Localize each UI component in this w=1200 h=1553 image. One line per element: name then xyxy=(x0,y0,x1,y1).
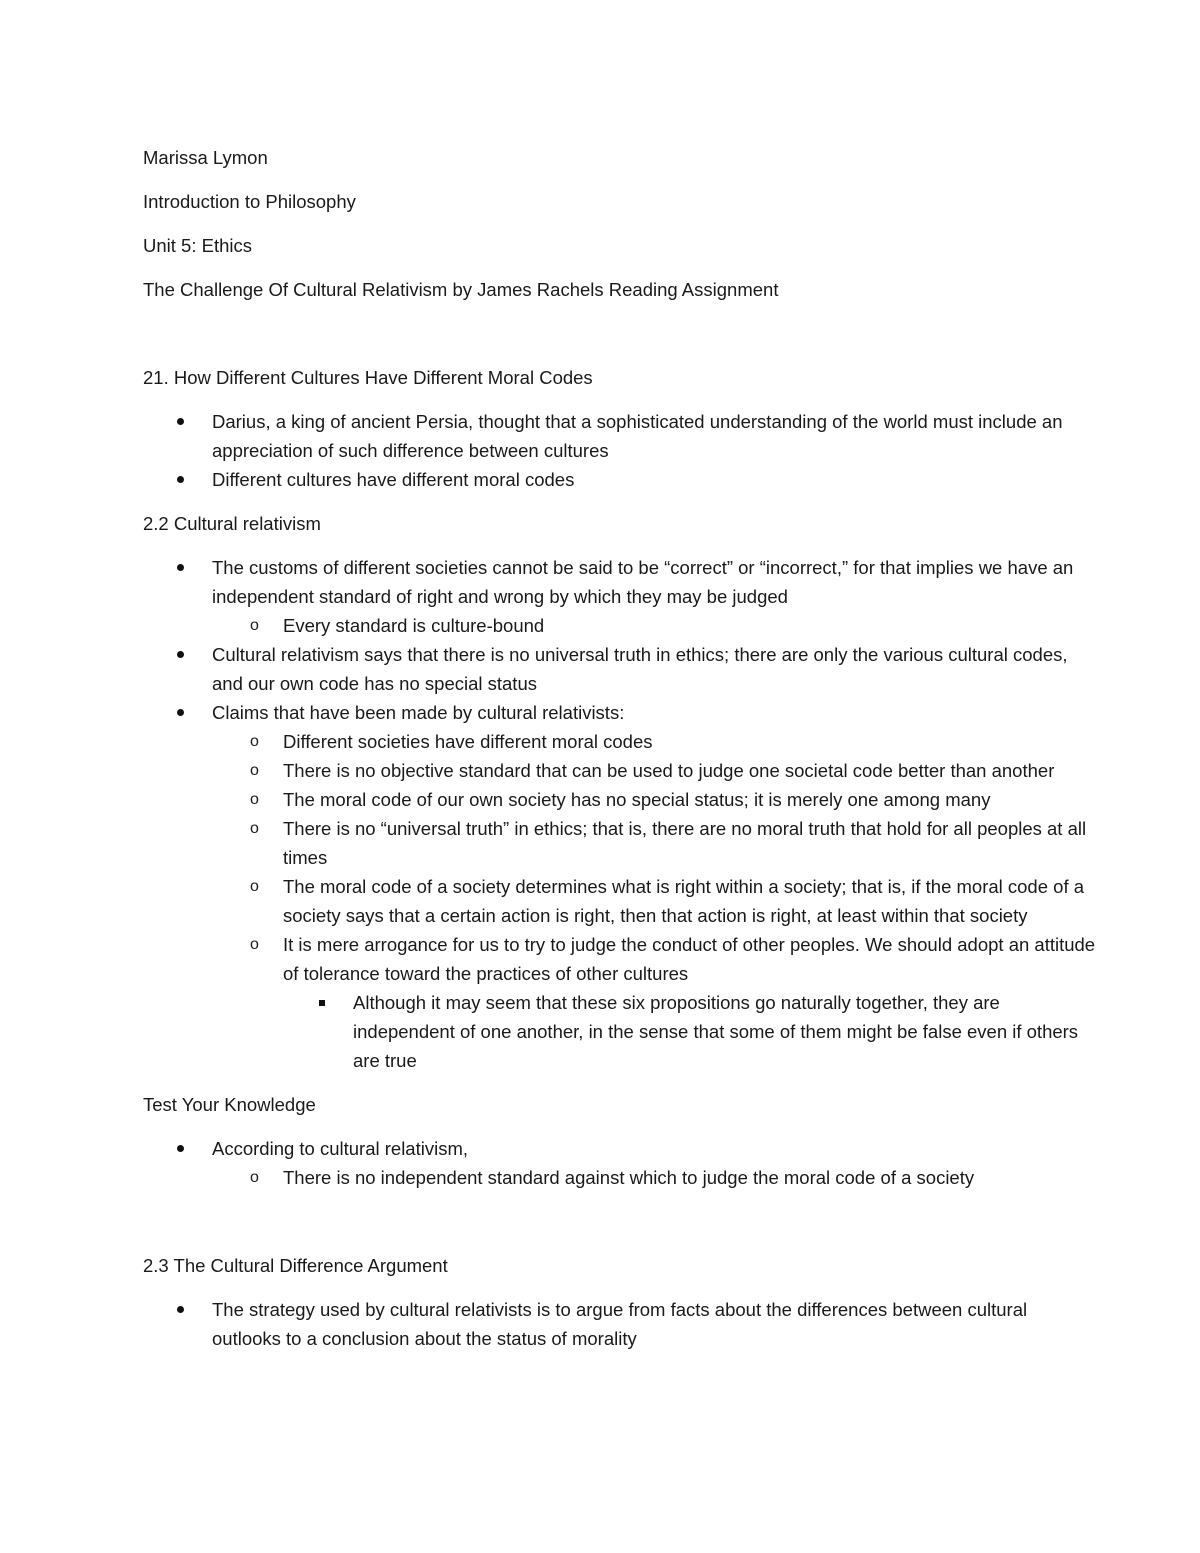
circle-bullet-icon: o xyxy=(250,733,259,750)
assignment-title: The Challenge Of Cultural Relativism by James Rachels Reading Assignment xyxy=(143,279,779,300)
unit-title: Unit 5: Ethics xyxy=(143,235,252,256)
circle-bullet-icon: o xyxy=(250,1169,259,1186)
circle-bullet-icon: o xyxy=(250,762,259,779)
section-heading-21: 21. How Different Cultures Have Different Moral Codes xyxy=(143,367,593,388)
sub-list-item: o The moral code of our own society has no special status; it is merely one among many xyxy=(143,785,1100,814)
section-21-list xyxy=(143,407,1100,494)
bullet-icon xyxy=(177,651,184,658)
list-item: The strategy used by cultural relativists is to argue from facts about the differences between cultural outlooks to a conclusion about the status of morality xyxy=(143,1295,1100,1353)
circle-bullet-icon: o xyxy=(250,936,259,953)
square-bullet-icon xyxy=(319,1000,325,1006)
bullet-icon xyxy=(177,418,184,425)
circle-bullet-icon: o xyxy=(250,878,259,895)
section-heading-23: 2.3 The Cultural Difference Argument xyxy=(143,1255,448,1276)
list-item: Darius, a king of ancient Persia, thought that a sophisticated understanding of the world must include an appreciation of such difference between cultures xyxy=(143,407,1100,465)
sub-list-item: o It is mere arrogance for us to try to judge the conduct of other peoples. We should adopt an attitude of tolerance toward the practices of other cultures Although it may seem that these six propositions go naturally together, they are independent of one another, in the sense that some of them might be false even if others are true xyxy=(143,930,1100,1075)
section-22-list xyxy=(143,553,1100,1075)
sub-list-item: o There is no independent standard against which to judge the moral code of a society xyxy=(143,1163,1100,1192)
section-23-list xyxy=(143,1295,1100,1353)
sub-list-item: o Different societies have different moral codes xyxy=(143,727,1100,756)
list-item: According to cultural relativism, o There is no independent standard against which to judge the moral code of a society xyxy=(143,1134,1100,1192)
circle-bullet-icon: o xyxy=(250,791,259,808)
sub-list-item: o Every standard is culture-bound xyxy=(143,611,1100,640)
list-item: Cultural relativism says that there is no universal truth in ethics; there are only the various cultural codes, and our own code has no special status xyxy=(143,640,1100,698)
list-item: Different cultures have different moral codes xyxy=(143,465,1100,494)
circle-bullet-icon: o xyxy=(250,820,259,837)
sub-list-item: o There is no objective standard that can be used to judge one societal code better than another xyxy=(143,756,1100,785)
bullet-icon xyxy=(177,564,184,571)
test-list xyxy=(143,1134,1100,1192)
course-name: Introduction to Philosophy xyxy=(143,191,356,212)
circle-bullet-icon: o xyxy=(250,617,259,634)
bullet-icon xyxy=(177,476,184,483)
bullet-icon xyxy=(177,1306,184,1313)
list-item: The customs of different societies cannot be said to be “correct” or “incorrect,” for that implies we have an independent standard of right and wrong by which they may be judged o Every standard is culture-bound xyxy=(143,553,1100,640)
bullet-icon xyxy=(177,1145,184,1152)
list-item: Claims that have been made by cultural relativists: o Different societies have different moral codes o There is no objective standard that can be used to judge one societal code better than another o The moral code of our own society has no special status; it is merely one among many o There is no “universal truth” in ethics; that is, there are no moral truth that hold for all peoples at all times o The moral code of a society determines what is right within a society; that is, if the moral code of a society says that a certain action is right, then that action is right, at least within that society o It is mere arrogance for us to try to judge the conduct of other peoples. We should adopt an attitude of tolerance toward the practices of other cultures Although it may seem that these six propositions go naturally together, they are independent of one another, in the sense that some of them might be false even if others are true xyxy=(143,698,1100,1075)
author-name: Marissa Lymon xyxy=(143,147,268,168)
sub-sub-list-item: Although it may seem that these six propositions go naturally together, they are independent of one another, in the sense that some of them might be false even if others are true xyxy=(143,988,1100,1075)
bullet-icon xyxy=(177,709,184,716)
sub-list-item: o The moral code of a society determines what is right within a society; that is, if the moral code of a society says that a certain action is right, then that action is right, at least within that society xyxy=(143,872,1100,930)
section-heading-22: 2.2 Cultural relativism xyxy=(143,513,321,534)
sub-list-item: o There is no “universal truth” in ethics; that is, there are no moral truth that hold for all peoples at all times xyxy=(143,814,1100,872)
test-heading: Test Your Knowledge xyxy=(143,1094,316,1115)
